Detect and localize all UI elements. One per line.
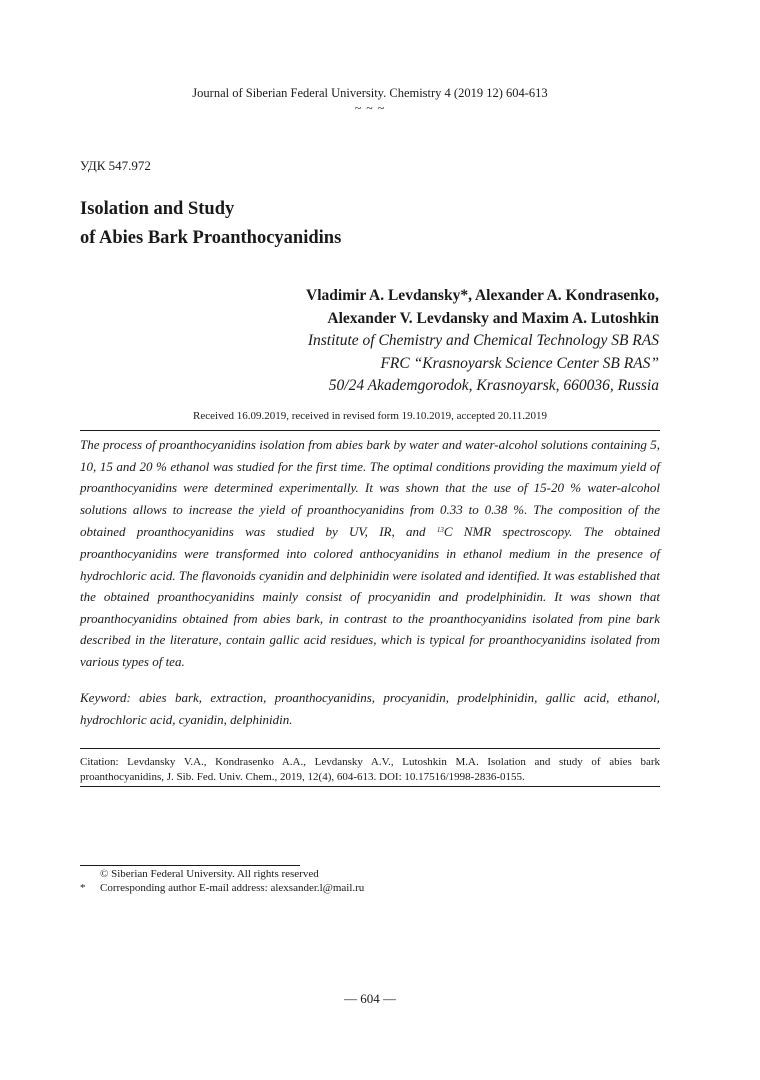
citation-top-rule xyxy=(80,748,660,749)
corresponding-footnote xyxy=(80,882,364,894)
citation-bottom-rule xyxy=(80,786,660,787)
authors-line-2: Alexander V. Levdansky and Maxim A. Lutoshkin xyxy=(327,309,659,327)
affiliation-line-2: FRC “Krasnoyarsk Science Center SB RAS” xyxy=(380,354,659,372)
header-ornament: ~ ~ ~ xyxy=(354,101,386,115)
footnote-rule xyxy=(80,865,300,866)
author-block xyxy=(306,285,659,398)
paper-title xyxy=(80,195,341,253)
title-line-2: of Abies Bark Proanthocyanidins xyxy=(80,228,342,248)
received-dates: Received 16.09.2019, received in revised form 19.10.2019, accepted 20.11.2019 xyxy=(193,410,547,422)
corresponding-author-text: Corresponding author E-mail address: alexsander.l@mail.ru xyxy=(100,882,365,894)
abstract-top-rule xyxy=(80,430,660,431)
footnote-star: * xyxy=(80,882,86,894)
abstract-text-2: C NMR spectroscopy. The obtained proanthocyanidins were transformed into colored anthocyanidins in ethanol medium in the presence of hydrochloric acid. The flavonoids cyanidin and delphinidin were isolated and identified. It was established that the obtained proanthocyanidins mainly consist of procyanidin and prodelphinidin. It was shown that proanthocyanidins obtained from abies bark, in contrast to the proanthocyanidins isolated from pine bark described in the literature, contain gallic acid residues, which is typical for proanthocyanidins isolated from various types of tea. xyxy=(80,524,660,669)
affiliation-line-1: Institute of Chemistry and Chemical Technology SB RAS xyxy=(307,332,659,349)
keywords: Keyword: abies bark, extraction, proanthocyanidins, procyanidin, prodelphinidin, gallic acid, ethanol, hydrochloric acid, cyanidin, delphinidin. xyxy=(80,690,660,727)
citation: Citation: Levdansky V.A., Kondrasenko A.A., Levdansky A.V., Lutoshkin M.A. Isolation and study of abies bark proanthocyanidins, J. Sib. Fed. Univ. Chem., 2019, 12(4), 604-613. DOI: 10.17516/1998-2836-0155. xyxy=(80,756,660,783)
isotope-superscript: 13 xyxy=(436,526,444,535)
abstract-text-1: The process of proanthocyanidins isolation from abies bark by water and water-alcohol solutions containing 5, 10, 15 and 20 % ethanol was studied for the first time. The optimal conditions providing the maximum yield of proanthocyanidins were determined experimentally. It was shown that the use of 15-20 % water-alcohol solutions allows to increase the yield of proanthocyanidins from 0.33 to 0.38 %. The composition of the obtained proanthocyanidins was studied by UV, IR, and xyxy=(80,437,660,540)
copyright-footnote: © Siberian Federal University. All rights reserved xyxy=(100,868,319,880)
title-line-1: Isolation and Study xyxy=(80,199,235,219)
page-number: — 604 — xyxy=(344,991,396,1006)
authors-line-1: Vladimir A. Levdansky*, Alexander A. Kondrasenko, xyxy=(306,287,659,304)
journal-header: Journal of Siberian Federal University. Chemistry 4 (2019 12) 604-613 xyxy=(192,86,548,100)
abstract xyxy=(80,434,660,673)
udk-code: УДК 547.972 xyxy=(80,158,151,173)
affiliation-line-3: 50/24 Akademgorodok, Krasnoyarsk, 660036, Russia xyxy=(328,377,659,394)
